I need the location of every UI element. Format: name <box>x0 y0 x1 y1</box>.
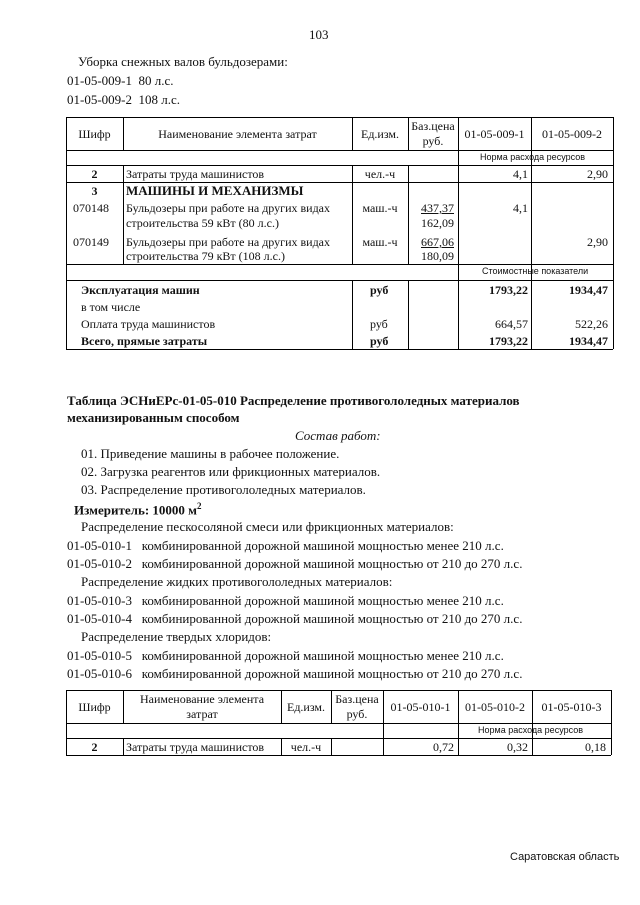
row-unit: чел.-ч <box>364 167 396 181</box>
intro-heading: Уборка снежных валов бульдозерами: <box>78 54 288 69</box>
row-value-2: 2,90 <box>587 235 608 249</box>
group-item-code: 01-05-010-5 <box>67 648 132 663</box>
row-code: 2 <box>91 167 98 181</box>
group-item-text: комбинированной дорожной машиной мощностью от 210 до 270 л.с. <box>141 666 523 681</box>
header-code: Шифр <box>78 700 111 714</box>
intro-item-code: 01-05-009-2 <box>67 92 132 107</box>
header-col-2: 01-05-010-2 <box>465 700 525 714</box>
work-item: 02. Загрузка реагентов или фрикционных материалов. <box>81 464 381 479</box>
row-value-2: 2,90 <box>587 167 608 181</box>
group-item-text: комбинированной дорожной машиной мощностью от 210 до 270 л.с. <box>141 556 523 571</box>
cost-value-2: 1934,47 <box>569 334 608 348</box>
row-value-3: 0,18 <box>585 740 606 754</box>
row-price-salary: 180,09 <box>421 249 454 263</box>
group-item-code: 01-05-010-4 <box>67 611 132 626</box>
group-item <box>67 538 504 554</box>
group-item-text: комбинированной дорожной машиной мощностью менее 210 л.с. <box>141 538 504 553</box>
cost-value-1: 664,57 <box>495 317 528 331</box>
group-item <box>67 611 522 627</box>
meter-label: Измеритель: 10000 м <box>74 502 198 518</box>
section-title-cont: механизированным способом <box>67 410 240 425</box>
row-price: 667,06 <box>421 235 454 249</box>
row-name-cont: строительства 79 кВт (108 л.с.) <box>126 249 285 263</box>
row-name-cont: строительства 59 кВт (80 л.с.) <box>126 216 279 230</box>
row-code: 070149 <box>73 235 109 249</box>
row-value-2: 0,32 <box>507 740 528 754</box>
works-heading: Состав работ: <box>295 428 381 443</box>
cost-value-1: 1793,22 <box>489 283 528 297</box>
group-heading: Распределение твердых хлоридов: <box>81 629 272 644</box>
row-name: МАШИНЫ И МЕХАНИЗМЫ <box>126 183 304 198</box>
cost-unit: руб <box>370 317 388 331</box>
meter-sup: 2 <box>197 501 202 511</box>
header-name-cont: затрат <box>186 707 218 721</box>
header-code: Шифр <box>78 127 111 141</box>
header-price: Баз.цена <box>335 692 379 706</box>
header-unit: Ед.изм. <box>286 700 326 714</box>
row-name: Бульдозеры при работе на других видах <box>126 235 331 249</box>
section-title: Таблица ЭСНиЕРс-01-05-010 Распределение противогололедных материалов <box>67 393 520 408</box>
intro-item <box>67 92 180 108</box>
header-unit: Ед.изм. <box>360 127 400 141</box>
group-item-text: комбинированной дорожной машиной мощностью от 210 до 270 л.с. <box>141 611 523 626</box>
header-price: Баз.цена <box>411 119 455 133</box>
header-col-1: 01-05-009-1 <box>464 127 525 141</box>
footer-region: Саратовская область <box>510 851 620 863</box>
intro-item-code: 01-05-009-1 <box>67 73 132 88</box>
header-price-unit: руб. <box>422 134 444 148</box>
cost-name: Эксплуатация машин <box>81 283 200 297</box>
row-unit: чел.-ч <box>290 740 322 754</box>
row-name: Бульдозеры при работе на других видах <box>126 201 331 215</box>
group-heading: Распределение пескосоляной смеси или фрикционных материалов: <box>81 519 454 534</box>
intro-item-text: 108 л.с. <box>138 92 181 107</box>
row-price: 437,37 <box>421 201 454 215</box>
intro-item-text: 80 л.с. <box>138 73 174 88</box>
header-price-unit: руб. <box>346 707 368 721</box>
cost-name: Оплата труда машинистов <box>81 317 216 331</box>
cost-unit: руб <box>370 334 389 348</box>
group-item <box>67 666 522 682</box>
work-item: 01. Приведение машины в рабочее положение. <box>81 446 340 461</box>
page-number: 103 <box>309 27 329 42</box>
cost-unit: руб <box>370 283 389 297</box>
row-name: Затраты труда машинистов <box>126 167 265 181</box>
cost-value-2: 1934,47 <box>569 283 608 297</box>
cost-label: Стоимостные показатели <box>482 266 589 276</box>
group-item <box>67 556 522 572</box>
cost-value-2: 522,26 <box>575 317 608 331</box>
norm-label: Норма расхода ресурсов <box>480 152 585 162</box>
header-col-1: 01-05-010-1 <box>390 700 451 714</box>
cost-name: в том числе <box>81 300 141 314</box>
row-value-1: 4,1 <box>513 201 528 215</box>
group-item-code: 01-05-010-6 <box>67 666 132 681</box>
group-item-code: 01-05-010-2 <box>67 556 132 571</box>
meter <box>74 501 202 518</box>
group-item-text: комбинированной дорожной машиной мощностью менее 210 л.с. <box>141 648 504 663</box>
row-code: 2 <box>91 740 98 754</box>
row-unit: маш.-ч <box>362 201 398 215</box>
group-item-code: 01-05-010-3 <box>67 593 132 608</box>
cost-value-1: 1793,22 <box>489 334 528 348</box>
row-price-salary: 162,09 <box>421 216 454 230</box>
group-item-text: комбинированной дорожной машиной мощностью менее 210 л.с. <box>141 593 504 608</box>
norm-label: Норма расхода ресурсов <box>478 725 583 735</box>
row-code: 070148 <box>73 201 109 215</box>
header-col-2: 01-05-009-2 <box>542 127 602 141</box>
row-unit: маш.-ч <box>362 235 398 249</box>
row-name: Затраты труда машинистов <box>126 740 265 754</box>
cost-name: Всего, прямые затраты <box>81 334 208 348</box>
header-name: Наименование элемента затрат <box>158 127 317 141</box>
group-item-code: 01-05-010-1 <box>67 538 132 553</box>
group-item <box>67 593 504 609</box>
row-value-1: 0,72 <box>433 740 454 754</box>
header-col-3: 01-05-010-3 <box>541 700 602 714</box>
group-heading: Распределение жидких противогололедных материалов: <box>81 574 393 589</box>
work-item: 03. Распределение противогололедных материалов. <box>81 482 366 497</box>
group-item <box>67 648 504 664</box>
intro-item <box>67 73 174 89</box>
row-value-1: 4,1 <box>513 167 528 181</box>
row-code: 3 <box>91 184 98 198</box>
header-name: Наименование элемента <box>139 692 265 706</box>
